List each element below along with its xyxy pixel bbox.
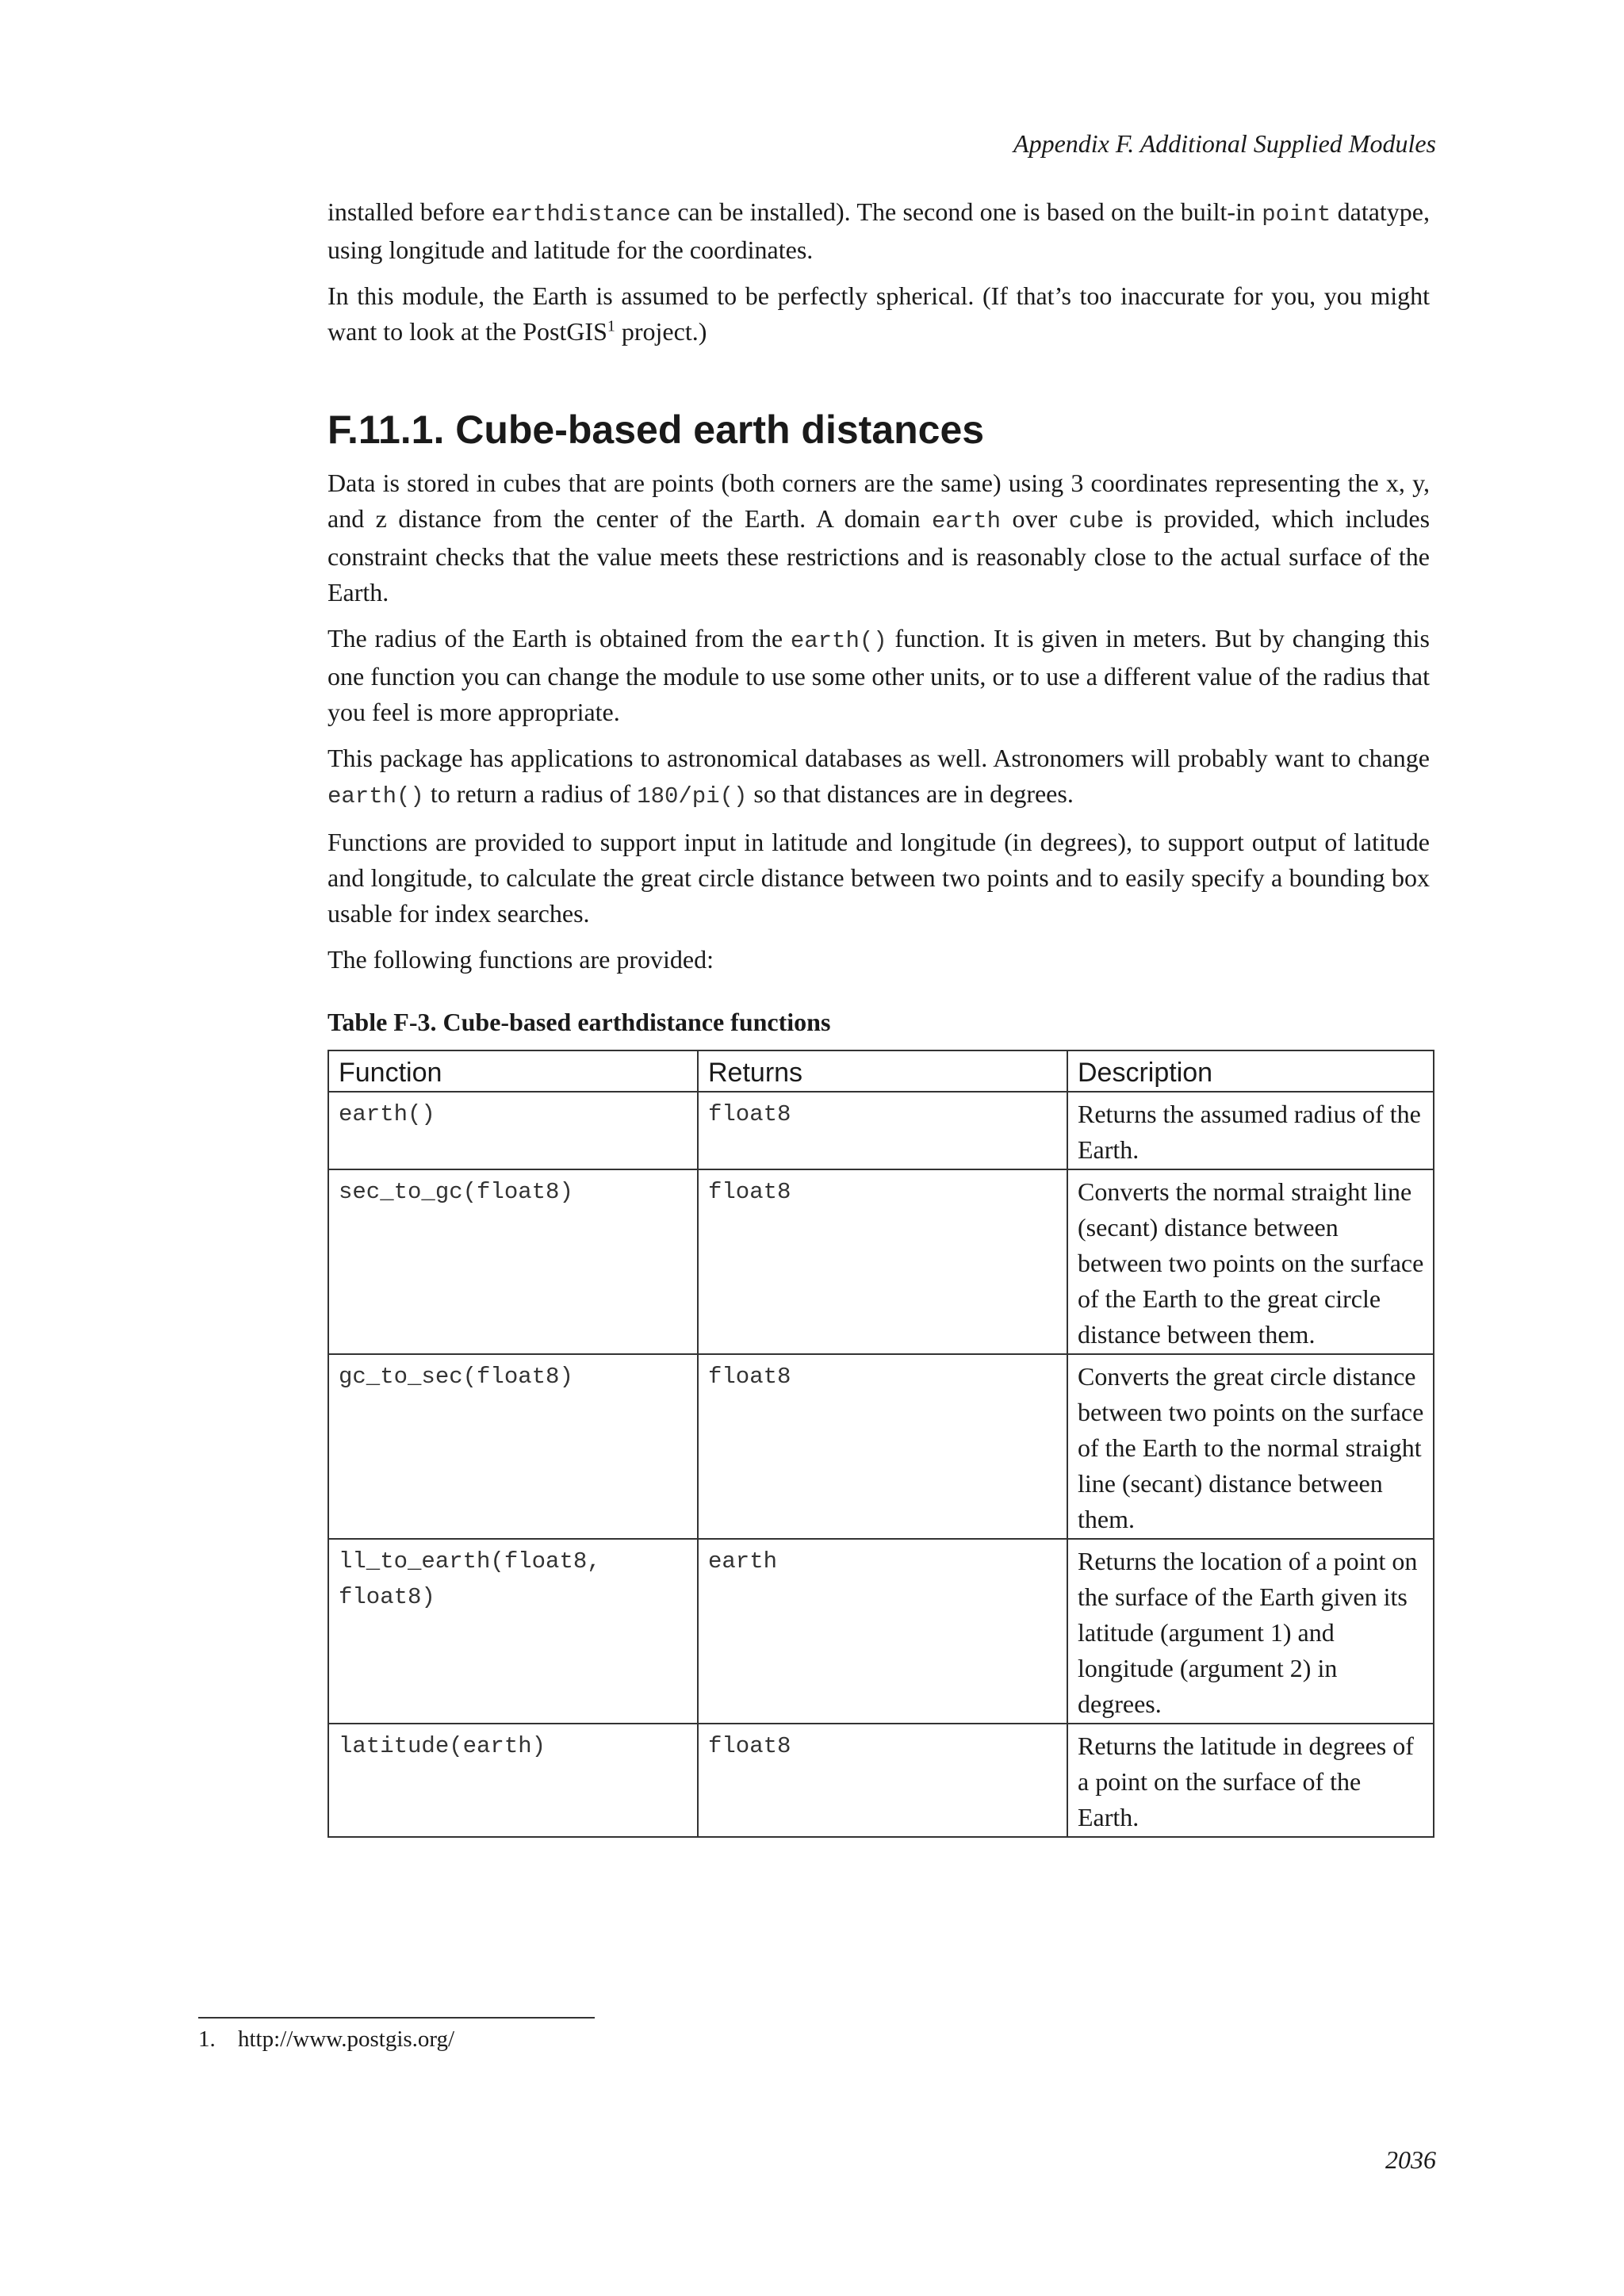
running-header: Appendix F. Additional Supplied Modules (1013, 129, 1436, 158)
column-header-description: Description (1067, 1050, 1434, 1092)
column-header-returns: Returns (698, 1050, 1067, 1092)
table-row (328, 1539, 1434, 1724)
section-paragraph-3 (327, 740, 1430, 814)
text-run: is provided, which includes constraint checks that the value meets these restrictions and is reasonably close to the actual surface of the Earth. (327, 504, 1431, 607)
inline-code: 180/pi() (637, 783, 748, 809)
text-run: datatype, using longitude and latitude for the coordinates. (327, 197, 1431, 264)
text-run: project.) (615, 317, 707, 346)
text-run: can be installed). The second one is based on the built-in (671, 197, 1262, 226)
inline-code: earthdistance (491, 201, 672, 228)
text-run: function. It is given in meters. But by changing this one function you can change the module to use some other units, or to use a different value of the radius that you feel is more appropriate. (327, 624, 1431, 726)
footnote-divider (198, 2017, 595, 2019)
section-heading: F.11.1. Cube-based earth distances (327, 408, 985, 452)
text-run: Data is stored in cubes that are points (both corners are the same) using 3 coordinates representing the x, y, and z distance from the center of the Earth. A domain (327, 469, 1430, 533)
function-cell: latitude(earth) (328, 1724, 698, 1837)
returns-cell: float8 (698, 1092, 1067, 1169)
section-paragraph-2 (327, 621, 1430, 730)
column-header-function: Function (328, 1050, 698, 1092)
inline-code: point (1262, 201, 1331, 228)
inline-code: earth() (790, 628, 887, 654)
inline-code: earth (932, 508, 1002, 534)
returns-cell: float8 (698, 1724, 1067, 1837)
table-header-row (328, 1050, 1434, 1092)
footnote-ref[interactable]: 1 (607, 317, 615, 335)
table-row (328, 1354, 1434, 1539)
returns-cell: earth (698, 1539, 1067, 1724)
footnote-number: 1. (198, 2026, 216, 2052)
returns-cell: float8 (698, 1169, 1067, 1354)
description-cell: Returns the assumed radius of the Earth. (1067, 1092, 1434, 1169)
description-cell: Returns the location of a point on the surface of the Earth given its latitude (argument 1) and longitude (argument 2) in degrees. (1067, 1539, 1434, 1724)
text-run: The radius of the Earth is obtained from the (327, 624, 791, 652)
returns-cell: float8 (698, 1354, 1067, 1539)
description-cell: Returns the latitude in degrees of a point on the surface of the Earth. (1067, 1724, 1434, 1837)
table-title: Table F-3. Cube-based earthdistance functions (327, 1008, 831, 1036)
inline-code: cube (1068, 508, 1124, 534)
table-row (328, 1092, 1434, 1169)
function-cell: sec_to_gc(float8) (328, 1169, 698, 1354)
text-run: so that distances are in degrees. (747, 779, 1074, 808)
function-cell: gc_to_sec(float8) (328, 1354, 698, 1539)
footnote-link[interactable]: http://www.postgis.org/ (238, 2026, 455, 2052)
functions-table (327, 1050, 1434, 1838)
intro-paragraph-2 (327, 278, 1430, 350)
function-cell: ll_to_earth(float8, float8) (328, 1539, 698, 1724)
footnote (198, 2023, 454, 2055)
section-paragraph-4: Functions are provided to support input in latitude and longitude (in degrees), to support output of latitude and longitude, to calculate the great circle distance between two points and to easily specify a bounding box usable for index searches. (327, 828, 1430, 928)
section-paragraph-1 (327, 465, 1430, 610)
intro-paragraph-1 (327, 194, 1430, 268)
description-cell: Converts the great circle distance between two points on the surface of the Earth to the normal straight line (secant) distance between them. (1067, 1354, 1434, 1539)
text-run: This package has applications to astronomical databases as well. Astronomers will probably want to change (327, 744, 1430, 772)
page-content (327, 194, 1430, 1838)
description-cell: Converts the normal straight line (secant) distance between between two points on the surface of the Earth to the great circle distance between them. (1067, 1169, 1434, 1354)
section-paragraph-5: The following functions are provided: (327, 945, 714, 974)
text-run: over (1001, 504, 1069, 533)
inline-code: earth() (327, 783, 424, 809)
text-run: installed before (327, 197, 492, 226)
text-run: to return a radius of (423, 779, 638, 808)
text-run: In this module, the Earth is assumed to be perfectly spherical. (If that’s too inaccurate for you, you might want to look at the PostGIS (327, 281, 1430, 346)
function-cell: earth() (328, 1092, 698, 1169)
page-number: 2036 (1385, 2145, 1436, 2174)
table-row (328, 1724, 1434, 1837)
table-row (328, 1169, 1434, 1354)
